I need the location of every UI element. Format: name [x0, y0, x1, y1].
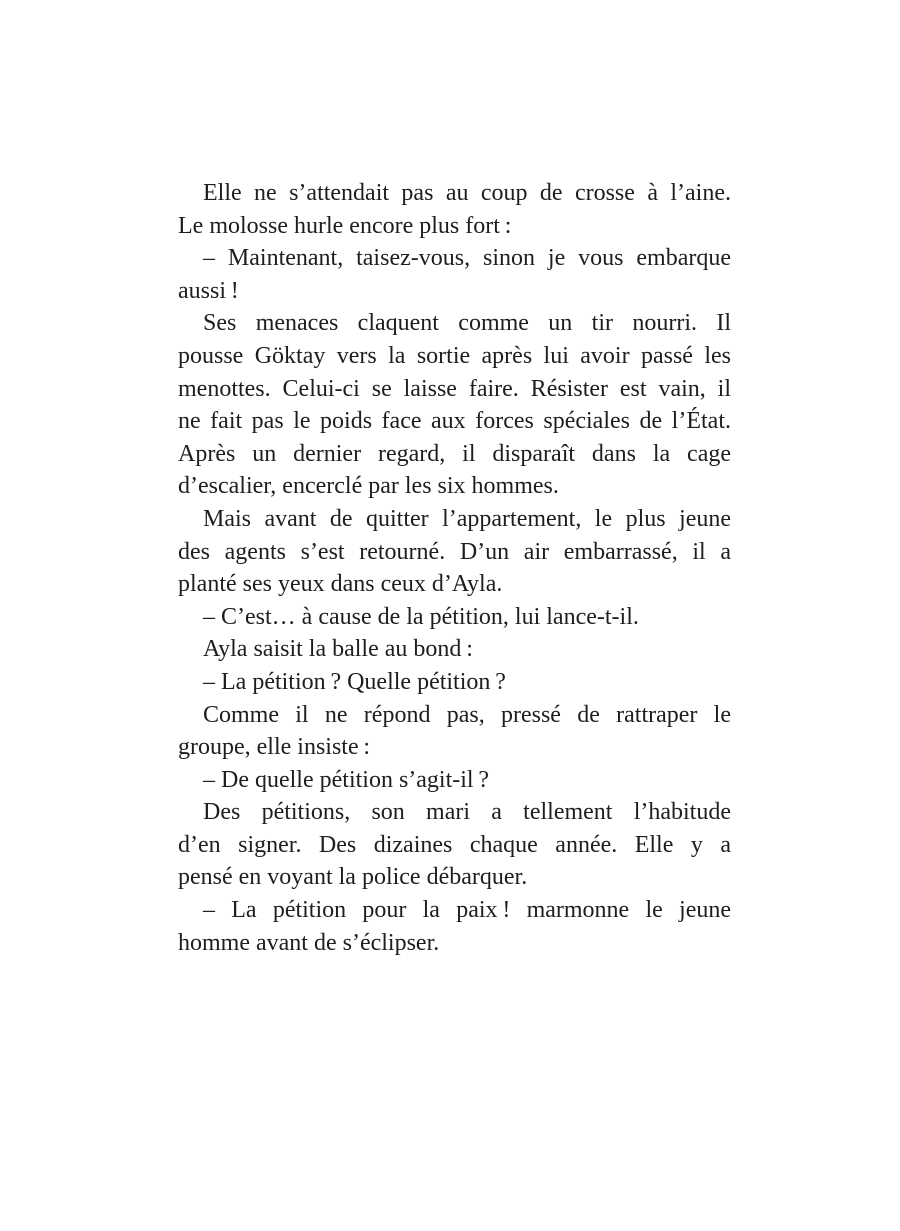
text-line: – La pétition ? Quelle pétition ? [203, 668, 506, 695]
text-line: Comme il ne répond pas, pressé de rattraper le [203, 701, 731, 728]
body-text [178, 177, 731, 959]
text-line: menottes. Celui-ci se laisse faire. Résister est vain, il [178, 375, 731, 402]
text-line: – La pétition pour la paix ! marmonne le jeune [203, 897, 731, 924]
text-line: Le molosse hurle encore plus fort : [178, 212, 512, 239]
text-line: Mais avant de quitter l’appartement, le plus jeune [203, 505, 731, 532]
text-line: ne fait pas le poids face aux forces spéciales de l’État. [178, 408, 731, 435]
text-line: des agents s’est retourné. D’un air embarrassé, il a [178, 538, 731, 565]
text-line: pensé en voyant la police débarquer. [178, 864, 528, 891]
text-line: aussi ! [178, 277, 239, 304]
text-line: groupe, elle insiste : [178, 734, 371, 761]
text-line: – C’est… à cause de la pétition, lui lance-t-il. [203, 603, 639, 630]
text-line: Ses menaces claquent comme un tir nourri. Il [203, 310, 731, 337]
text-line: Ayla saisit la balle au bond : [203, 636, 473, 663]
text-line: Après un dernier regard, il disparaît dans la cage [178, 440, 731, 467]
text-line: Des pétitions, son mari a tellement l’habitude [203, 799, 731, 826]
text-line: homme avant de s’éclipser. [178, 929, 440, 956]
text-line: – De quelle pétition s’agit-il ? [203, 766, 490, 793]
text-line: – Maintenant, taisez-vous, sinon je vous embarque [203, 245, 731, 272]
text-line: d’en signer. Des dizaines chaque année. Elle y a [178, 831, 731, 858]
text-line: d’escalier, encerclé par les six hommes. [178, 473, 559, 500]
text-line: planté ses yeux dans ceux d’Ayla. [178, 571, 503, 598]
text-line: Elle ne s’attendait pas au coup de crosse à l’aine. [203, 180, 731, 206]
text-line: pousse Göktay vers la sortie après lui avoir passé les [178, 342, 731, 369]
